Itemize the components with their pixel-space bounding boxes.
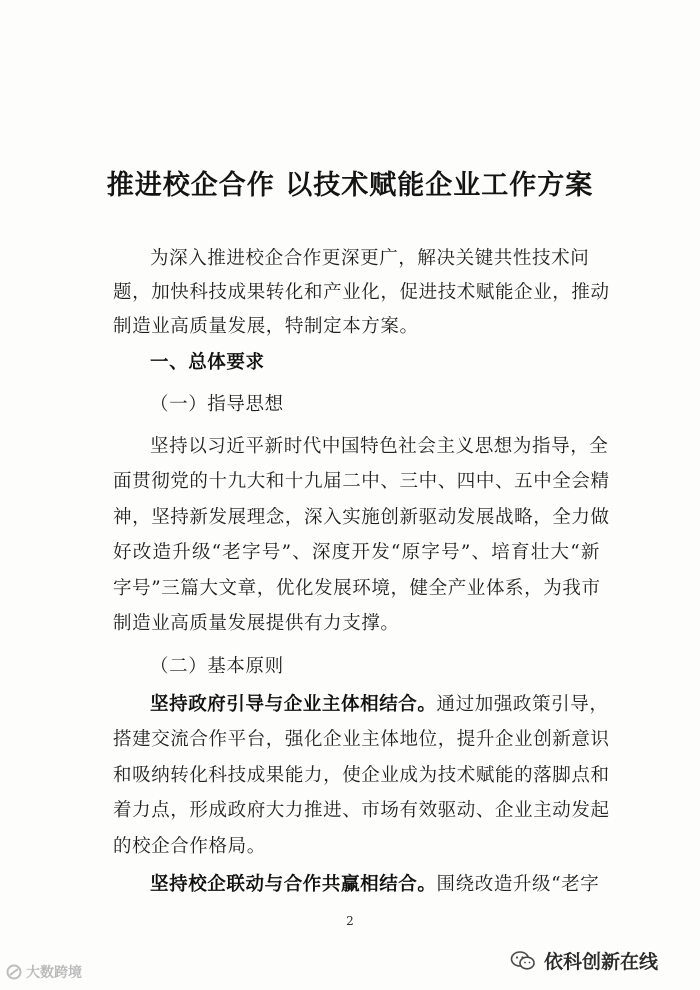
watermark-left (6, 962, 82, 982)
guiding-line-2: 面贯彻党的十九大和十九届二中、三中、四中、五中全会精 (113, 471, 610, 492)
section-heading: 一、总体要求 (150, 352, 265, 373)
page-number: 2 (346, 914, 354, 928)
watermark-right (510, 947, 658, 974)
principle1-text: 通过加强政策引导， (436, 694, 609, 715)
principle1-line-1 (150, 690, 608, 716)
intro-line-1: 为深入推进校企合作更深更广，解决关键共性技术问 (150, 248, 590, 269)
guiding-line-4: 好改造升级“老字号”、深度开发“原字号”、培育壮大“新 (113, 542, 600, 563)
principle1-line-5: 的校企合作格局。 (113, 836, 266, 857)
document-title: 推进校企合作 以技术赋能企业工作方案 (106, 170, 594, 201)
intro-line-3: 制造业高质量发展，特制定本方案。 (113, 316, 419, 337)
brand-logo-icon (6, 964, 22, 980)
watermark-right-text: 依科创新在线 (544, 951, 659, 973)
principle2-line-1 (150, 870, 599, 896)
intro-line-2: 题，加快科技成果转化和产业化，促进技术赋能企业，推动 (113, 282, 610, 303)
guiding-line-5: 字号”三篇大文章，优化发展环境，健全产业体系，为我市 (113, 578, 601, 599)
principle2-title: 坚持校企联动与合作共赢相结合。 (150, 874, 437, 895)
principle1-title: 坚持政府引导与企业主体相结合。 (150, 694, 437, 715)
subsection-heading-principles: （二）基本原则 (150, 656, 284, 677)
guiding-line-3: 神，坚持新发展理念，深入实施创新驱动发展战略，全力做 (113, 507, 610, 528)
principle2-text: 围绕改造升级“老字 (436, 874, 600, 895)
guiding-line-6: 制造业高质量发展提供有力支撑。 (113, 613, 400, 634)
watermark-left-text: 大数跨境 (26, 965, 82, 981)
guiding-line-1: 坚持以习近平新时代中国特色社会主义思想为指导，全 (150, 436, 609, 457)
principle1-line-3: 和吸纳转化科技成果能力，使企业成为技术赋能的落脚点和 (113, 765, 610, 786)
principle1-line-4: 着力点，形成政府大力推进、市场有效驱动、企业主动发起 (113, 800, 610, 821)
subsection-heading-guiding: （一）指导思想 (150, 394, 284, 415)
wechat-icon (510, 950, 536, 972)
principle1-line-2: 搭建交流合作平台，强化企业主体地位，提升企业创新意识 (113, 729, 610, 750)
